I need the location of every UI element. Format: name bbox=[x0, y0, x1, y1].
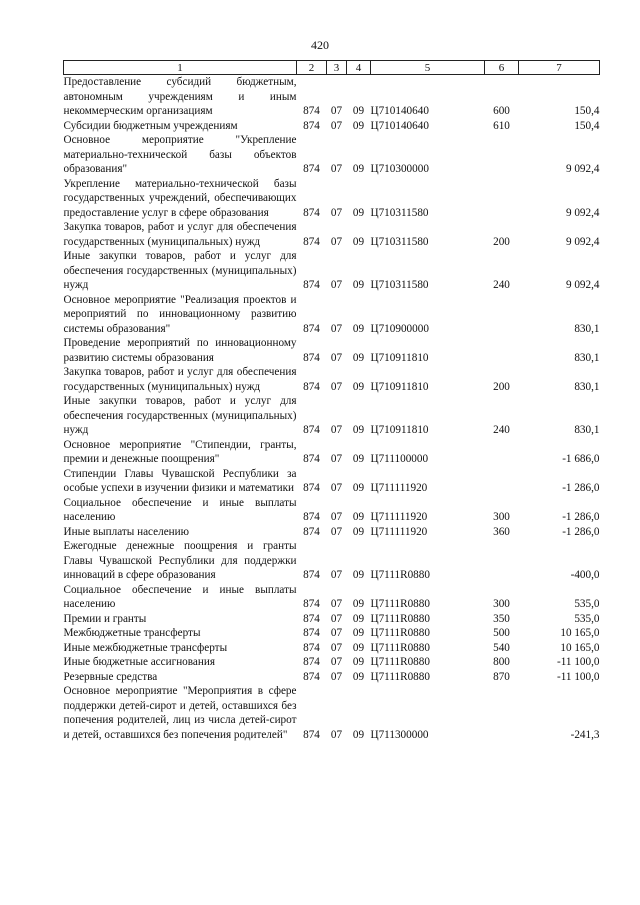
row-expense-type: 800 bbox=[493, 656, 510, 668]
row-amount: 150,4 bbox=[574, 105, 600, 117]
row-amount: 830,1 bbox=[574, 380, 600, 393]
row-section-code: 07 bbox=[330, 656, 343, 668]
row-subsection-code: 09 bbox=[352, 380, 365, 393]
row-amount: 535,0 bbox=[574, 598, 600, 610]
row-amount: 830,1 bbox=[574, 322, 600, 335]
row-target-article: Ц710911810 bbox=[370, 351, 429, 364]
row-name: Укрепление материально-технической базы государственных учреждений, обеспечивающих предоставление услуг в сфере образования bbox=[63, 177, 297, 219]
table-body bbox=[64, 75, 600, 743]
row-section-code: 07 bbox=[330, 598, 343, 610]
row-amount: 9 092,4 bbox=[565, 206, 600, 219]
row-subsection-code: 09 bbox=[352, 279, 365, 291]
row-subsection-code: 09 bbox=[352, 525, 365, 538]
row-amount: -11 100,0 bbox=[557, 656, 600, 668]
row-ministry-code: 874 bbox=[303, 728, 320, 741]
row-name: Иные закупки товаров, работ и услуг для обеспечения государственных (муниципальных) нужд bbox=[63, 250, 297, 291]
row-ministry-code: 874 bbox=[303, 641, 320, 654]
row-name: Предоставление субсидий бюджетным, автономным учреждениям и иным некоммерческим организациям bbox=[63, 76, 297, 117]
row-amount: -1 686,0 bbox=[562, 453, 600, 465]
row-subsection-code: 09 bbox=[352, 424, 365, 436]
table-row bbox=[64, 655, 600, 670]
row-section-code: 07 bbox=[330, 322, 343, 335]
row-target-article: Ц710140640 bbox=[370, 119, 429, 132]
row-name: Иные выплаты населению bbox=[63, 525, 189, 538]
row-subsection-code: 09 bbox=[352, 105, 365, 117]
header-col-3: 3 bbox=[327, 61, 347, 75]
row-subsection-code: 09 bbox=[352, 453, 365, 465]
row-amount: 150,4 bbox=[574, 119, 600, 132]
row-amount: -1 286,0 bbox=[562, 511, 600, 523]
row-target-article: Ц711100000 bbox=[370, 453, 429, 465]
row-target-article: Ц710911810 bbox=[370, 424, 429, 436]
row-amount: -1 286,0 bbox=[562, 525, 600, 538]
row-name: Проведение мероприятий по инновационному развитию системы образования bbox=[63, 337, 297, 364]
header-col-4: 4 bbox=[347, 61, 371, 75]
row-name: Закупка товаров, работ и услуг для обеспечения государственных (муниципальных) нужд bbox=[63, 221, 297, 248]
row-section-code: 07 bbox=[330, 163, 343, 175]
table-row bbox=[64, 75, 600, 119]
row-subsection-code: 09 bbox=[352, 235, 365, 248]
row-name: Закупка товаров, работ и услуг для обеспечения государственных (муниципальных) нужд bbox=[63, 366, 297, 393]
row-subsection-code: 09 bbox=[352, 206, 365, 219]
row-subsection-code: 09 bbox=[352, 351, 365, 364]
row-name: Стипендии Главы Чувашской Республики за особые успехи в изучении физики и математики bbox=[63, 467, 297, 494]
row-target-article: Ц7111R0880 bbox=[370, 598, 430, 610]
row-subsection-code: 09 bbox=[352, 482, 365, 494]
row-expense-type: 540 bbox=[493, 641, 510, 654]
row-section-code: 07 bbox=[330, 482, 343, 494]
row-expense-type bbox=[485, 177, 519, 221]
row-target-article: Ц710300000 bbox=[370, 163, 429, 175]
table-row bbox=[64, 626, 600, 641]
row-section-code: 07 bbox=[330, 279, 343, 291]
row-ministry-code: 874 bbox=[303, 569, 320, 581]
row-subsection-code: 09 bbox=[352, 612, 365, 625]
row-ministry-code: 874 bbox=[303, 119, 320, 132]
table-row bbox=[64, 365, 600, 394]
row-section-code: 07 bbox=[330, 525, 343, 538]
row-subsection-code: 09 bbox=[352, 119, 365, 132]
row-expense-type: 500 bbox=[493, 627, 510, 639]
row-subsection-code: 09 bbox=[352, 627, 365, 639]
row-subsection-code: 09 bbox=[352, 511, 365, 523]
row-ministry-code: 874 bbox=[303, 163, 320, 175]
row-expense-type: 300 bbox=[493, 511, 510, 523]
row-expense-type: 870 bbox=[493, 670, 510, 683]
row-section-code: 07 bbox=[330, 119, 343, 132]
row-ministry-code: 874 bbox=[303, 105, 320, 117]
table-row bbox=[64, 539, 600, 583]
table-row bbox=[64, 670, 600, 685]
row-target-article: Ц710911810 bbox=[370, 380, 429, 393]
row-name: Иные бюджетные ассигнования bbox=[63, 656, 215, 668]
row-name: Премии и гранты bbox=[63, 612, 147, 625]
row-section-code: 07 bbox=[330, 511, 343, 523]
table-row bbox=[64, 583, 600, 612]
row-subsection-code: 09 bbox=[352, 641, 365, 654]
table-row bbox=[64, 525, 600, 540]
row-expense-type: 200 bbox=[493, 235, 510, 248]
row-target-article: Ц710311580 bbox=[370, 206, 429, 219]
row-expense-type bbox=[485, 336, 519, 365]
table-row bbox=[64, 249, 600, 293]
row-section-code: 07 bbox=[330, 627, 343, 639]
row-amount: -400,0 bbox=[570, 569, 600, 581]
row-name: Иные межбюджетные трансферты bbox=[63, 641, 228, 654]
row-name: Основное мероприятие "Мероприятия в сфере поддержки детей-сирот и детей, оставшихся без попечения родителей, лиц из числа детей-сирот и детей, оставшихся без попечения родителей" bbox=[63, 685, 297, 741]
row-target-article: Ц7111R0880 bbox=[370, 569, 430, 581]
header-col-5: 5 bbox=[371, 61, 485, 75]
row-expense-type bbox=[485, 293, 519, 337]
row-amount: -11 100,0 bbox=[557, 670, 600, 683]
row-ministry-code: 874 bbox=[303, 656, 320, 668]
row-ministry-code: 874 bbox=[303, 511, 320, 523]
table-row bbox=[64, 496, 600, 525]
row-section-code: 07 bbox=[330, 641, 343, 654]
row-name: Социальное обеспечение и иные выплаты населению bbox=[63, 583, 297, 610]
row-amount: 830,1 bbox=[574, 351, 600, 364]
row-ministry-code: 874 bbox=[303, 235, 320, 248]
table-row bbox=[64, 119, 600, 134]
table-row bbox=[64, 336, 600, 365]
row-section-code: 07 bbox=[330, 424, 343, 436]
row-section-code: 07 bbox=[330, 235, 343, 248]
row-target-article: Ц711300000 bbox=[370, 728, 429, 741]
row-expense-type: 350 bbox=[493, 612, 510, 625]
header-col-6: 6 bbox=[485, 61, 519, 75]
row-name: Основное мероприятие "Укрепление материально-технической базы объектов образования" bbox=[63, 134, 297, 175]
row-subsection-code: 09 bbox=[352, 670, 365, 683]
row-ministry-code: 874 bbox=[303, 206, 320, 219]
row-amount: 830,1 bbox=[574, 424, 600, 436]
row-ministry-code: 874 bbox=[303, 612, 320, 625]
row-target-article: Ц710140640 bbox=[370, 105, 429, 117]
row-name: Основное мероприятие "Реализация проектов и мероприятий по инновационному развитию системы образования" bbox=[63, 293, 297, 335]
row-ministry-code: 874 bbox=[303, 482, 320, 494]
row-expense-type: 360 bbox=[493, 525, 510, 538]
table-row bbox=[64, 220, 600, 249]
row-expense-type bbox=[485, 467, 519, 496]
row-ministry-code: 874 bbox=[303, 627, 320, 639]
row-section-code: 07 bbox=[330, 206, 343, 219]
row-amount: 9 092,4 bbox=[565, 163, 600, 175]
row-ministry-code: 874 bbox=[303, 380, 320, 393]
table-row bbox=[64, 612, 600, 627]
row-target-article: Ц710311580 bbox=[370, 279, 429, 291]
row-expense-type bbox=[485, 438, 519, 467]
row-section-code: 07 bbox=[330, 612, 343, 625]
row-section-code: 07 bbox=[330, 380, 343, 393]
row-amount: 9 092,4 bbox=[565, 279, 600, 291]
row-expense-type bbox=[485, 539, 519, 583]
table-row bbox=[64, 133, 600, 177]
table-row bbox=[64, 684, 600, 742]
row-expense-type: 200 bbox=[493, 380, 510, 393]
row-subsection-code: 09 bbox=[352, 656, 365, 668]
table-header bbox=[64, 61, 600, 75]
row-amount: 535,0 bbox=[574, 612, 600, 625]
row-name: Резервные средства bbox=[63, 670, 158, 683]
row-amount: 9 092,4 bbox=[565, 235, 600, 248]
row-name: Межбюджетные трансферты bbox=[63, 627, 201, 639]
row-target-article: Ц7111R0880 bbox=[370, 670, 430, 683]
row-expense-type bbox=[485, 133, 519, 177]
row-ministry-code: 874 bbox=[303, 598, 320, 610]
row-subsection-code: 09 bbox=[352, 598, 365, 610]
row-subsection-code: 09 bbox=[352, 322, 365, 335]
table-row bbox=[64, 177, 600, 221]
header-col-2: 2 bbox=[297, 61, 327, 75]
row-expense-type bbox=[485, 684, 519, 742]
row-amount: -241,3 bbox=[570, 728, 600, 741]
row-target-article: Ц710900000 bbox=[370, 322, 429, 335]
row-ministry-code: 874 bbox=[303, 670, 320, 683]
row-name: Основное мероприятие "Стипендии, гранты, премии и денежные поощрения" bbox=[63, 438, 297, 465]
row-ministry-code: 874 bbox=[303, 424, 320, 436]
row-section-code: 07 bbox=[330, 453, 343, 465]
row-subsection-code: 09 bbox=[352, 728, 365, 741]
row-ministry-code: 874 bbox=[303, 322, 320, 335]
row-section-code: 07 bbox=[330, 670, 343, 683]
row-name: Социальное обеспечение и иные выплаты населению bbox=[63, 496, 297, 523]
row-amount: 10 165,0 bbox=[560, 641, 600, 654]
header-col-7: 7 bbox=[519, 61, 600, 75]
page-number: 420 bbox=[311, 38, 329, 52]
row-amount: -1 286,0 bbox=[562, 482, 600, 494]
row-target-article: Ц711111920 bbox=[370, 511, 428, 523]
table-row bbox=[64, 438, 600, 467]
row-section-code: 07 bbox=[330, 351, 343, 364]
row-target-article: Ц711111920 bbox=[370, 525, 428, 538]
row-expense-type: 240 bbox=[493, 424, 510, 436]
row-target-article: Ц7111R0880 bbox=[370, 656, 430, 668]
row-subsection-code: 09 bbox=[352, 163, 365, 175]
row-name: Субсидии бюджетным учреждениям bbox=[63, 119, 238, 132]
row-section-code: 07 bbox=[330, 728, 343, 741]
row-target-article: Ц7111R0880 bbox=[370, 627, 430, 639]
row-amount: 10 165,0 bbox=[560, 627, 600, 639]
row-name: Иные закупки товаров, работ и услуг для обеспечения государственных (муниципальных) нужд bbox=[63, 395, 297, 436]
row-section-code: 07 bbox=[330, 105, 343, 117]
row-ministry-code: 874 bbox=[303, 453, 320, 465]
row-section-code: 07 bbox=[330, 569, 343, 581]
table-row bbox=[64, 394, 600, 438]
row-expense-type: 610 bbox=[493, 119, 510, 132]
row-subsection-code: 09 bbox=[352, 569, 365, 581]
table-row bbox=[64, 293, 600, 337]
row-target-article: Ц710311580 bbox=[370, 235, 429, 248]
row-expense-type: 600 bbox=[493, 105, 510, 117]
row-ministry-code: 874 bbox=[303, 525, 320, 538]
row-expense-type: 240 bbox=[493, 279, 510, 291]
row-ministry-code: 874 bbox=[303, 351, 320, 364]
row-expense-type: 300 bbox=[493, 598, 510, 610]
row-target-article: Ц7111R0880 bbox=[370, 612, 430, 625]
header-row bbox=[64, 61, 600, 75]
table-row bbox=[64, 641, 600, 656]
table-row bbox=[64, 467, 600, 496]
row-ministry-code: 874 bbox=[303, 279, 320, 291]
row-target-article: Ц711111920 bbox=[370, 482, 428, 494]
header-col-1: 1 bbox=[64, 61, 297, 75]
row-name: Ежегодные денежные поощрения и гранты Главы Чувашской Республики для поддержки инноваций в сфере образования bbox=[63, 540, 297, 581]
budget-table bbox=[63, 60, 600, 742]
row-target-article: Ц7111R0880 bbox=[370, 641, 430, 654]
